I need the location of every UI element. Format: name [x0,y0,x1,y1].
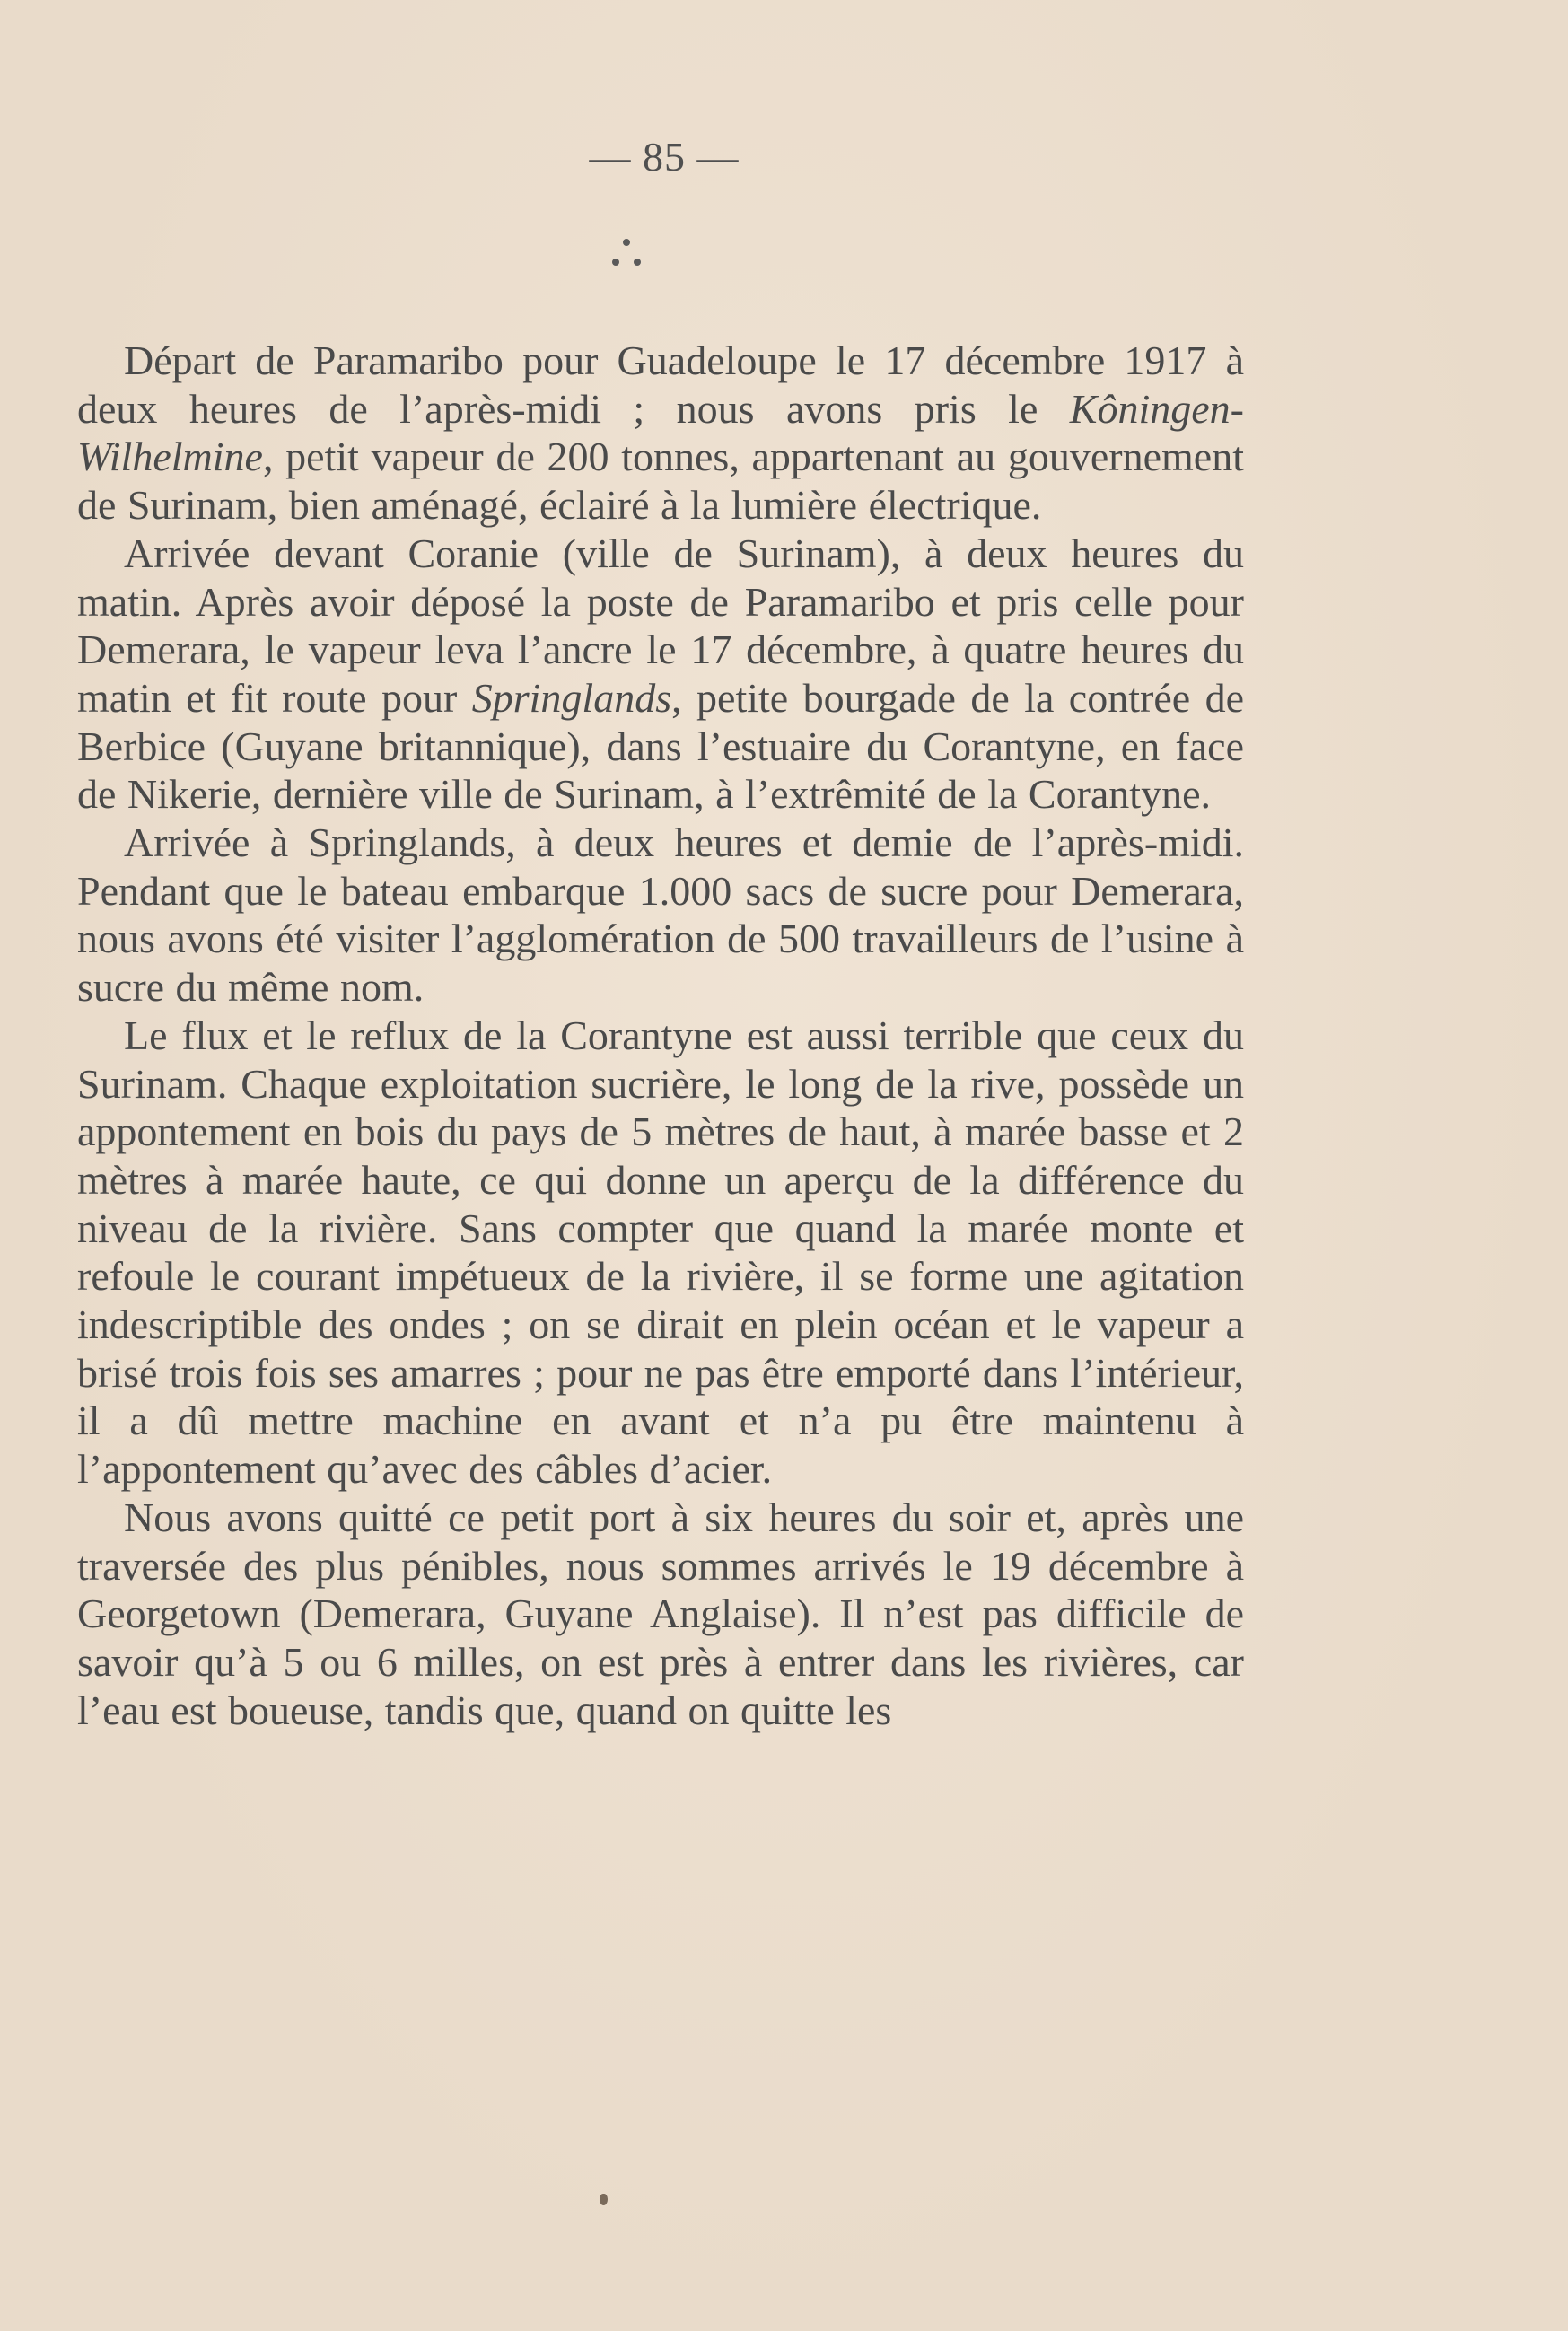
paragraph [77,337,1244,530]
paragraph [77,1012,1244,1494]
dots-ornament [600,232,653,276]
ornament-dot [623,239,630,246]
ink-mark [600,2194,608,2205]
ornament-dot [612,259,619,266]
paragraph-text: Départ de Paramaribo pour Guadeloupe le 17 décembre 1917 à deux heures de l’après-midi ; nous avons pris le [77,337,1244,432]
ship-or-place-name: Springlands [471,674,672,721]
paragraph-text: , petit vapeur de 200 tonnes, appartenant au gouvernement de Surinam, bien aménagé, éclairé à la lumière électrique. [77,434,1244,529]
paragraph [77,1494,1244,1735]
paragraph-text: Le flux et le reflux de la Corantyne est aussi terrible que ceux du Surinam. Chaque exploitation sucrière, le long de la rive, possède un appontement en bois du pays de 5 mètres de haut, à marée basse et 2 mètres à marée haute, ce qui donne un aperçu de la différence du niveau de la rivière. Sans compter que quand la marée monte et refoule le courant impétueux de la rivière, il se forme une agitation indescriptible des ondes ; on se dirait en plein océan et le vapeur a brisé trois fois ses amarres ; pour ne pas être emporté dans l’intérieur, il a dû mettre machine en avant et n’a pu être maintenu à l’appontement qu’avec des câbles d’acier. [77,1012,1244,1493]
paragraph-text: Arrivée à Springlands, à deux heures et demie de l’après-midi. Pendant que le bateau embarque 1.000 sacs de sucre pour Demerara, nous avons été visiter l’agglomération de 500 travailleurs de l’usine à sucre du même nom. [77,819,1244,1011]
ornament-dot [634,259,641,266]
page-number: — 85 — [589,134,740,180]
paragraph-text: Arrivée devant Coranie (ville de Surinam), à deux heures du matin. Après avoir déposé la poste de Paramaribo et pris celle pour Demerara, le vapeur leva l’ancre le 17 décembre, à quatre heures du matin et fit route pour [77,530,1244,721]
paragraph [77,530,1244,819]
body-text [77,337,1244,1734]
paragraph-text: , petite bourgade de la contrée de Berbice (Guyane britannique), dans l’estuaire du Corantyne, en face de Nikerie, dernière ville de Surinam, à l’extrêmité de la Corantyne. [77,674,1244,818]
ship-or-place-name: Kôningen-Wilhelmine [77,385,1244,480]
paragraph-text: Nous avons quitté ce petit port à six heures du soir et, après une traversée des plus pénibles, nous sommes arrivés le 19 décembre à Georgetown (Demerara, Guyane Anglaise). Il n’est pas difficile de savoir qu’à 5 ou 6 milles, on est près à entrer dans les rivières, car l’eau est boueuse, tandis que, quand on quitte les [77,1494,1244,1733]
paragraph [77,819,1244,1012]
